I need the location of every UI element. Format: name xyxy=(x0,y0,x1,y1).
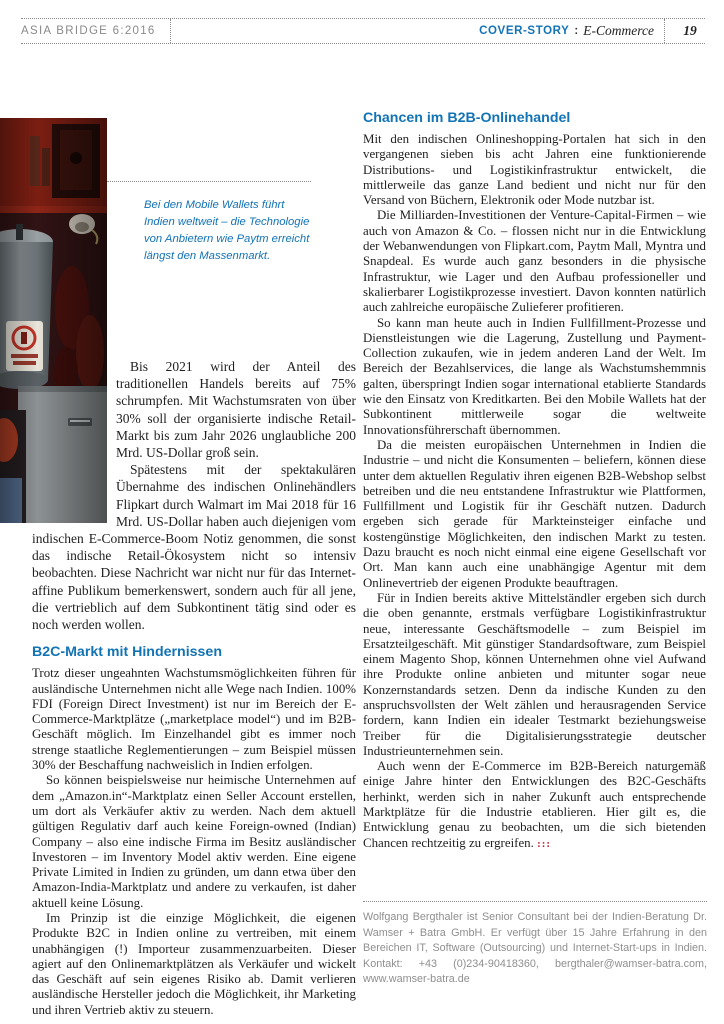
article-paragraph: Für in Indien bereits aktive Mittelständler ergeben sich durch die oben genannte, erstmals verfügbare Logistikinfrastruktur neue, interessante Geschäftsmodelle – zum Beispiel im Ersatzteilgeschäft. Mit günstiger Standardsoftware, zum Beispiel einem Magento Shop, können Unternehmen ohne viel Aufwand ihre Produkte online anbieten und mitunter sogar neue Konzernstandards setzen. Denn da indische Kunden zu den anspruchsvollsten der Welt zählen und herausragenden Service fordern, kann Indien ein idealer Testmarkt beziehungsweise Treiber für die Digitalisierungsstrategie deutscher Industrieunternehmen sein. xyxy=(363,590,706,758)
page-number: 19 xyxy=(683,23,697,38)
article-paragraph: Da die meisten europäischen Unternehmen in Indien die Industrie – und nicht die Konsumenten – beliefern, können diese unter dem aktuellen Regulativ ihren eigenen B2B-Webshop selbst betreiben und die neu entstandene Infrastruktur wie Plattformen, Fullfillment und Logistik für ihr Geschäft nutzen. Dadurch ergeben sich gerade für Markteinsteiger einfache und kostengünstige Möglichkeiten, den indischen Markt zu testen. Dazu braucht es noch nicht einmal eine eigene Gesellschaft vor Ort. Man kann auch eine unabhängige Agentur mit dem Onlinevertrieb der eigenen Produkte beauftragen. xyxy=(363,437,706,590)
header-divider xyxy=(664,19,665,43)
article-paragraph: Bis 2021 wird der Anteil des traditionellen Handels bereits auf 75% schrumpfen. Mit Wachstumsraten von über 30% soll der organisierte indische Retail-Markt bis zum Jahr 2026 unglaubliche 200 Mrd. US-Dollar groß sein. xyxy=(116,359,356,461)
article-paragraph: So können beispielsweise nur heimische Unternehmen auf dem „Amazon.in“-Marktplatz einen Seller Account erstellen, um dort als Verkäufer aktiv zu werden. Nach dem aktuell gültigen Regulativ darf auch keine Foreign-owned (Indian) Company – also eine indische Firma im Besitz ausländischer Investoren – im Inventory Model aktiv werden. Eine eigene Private Limited in Indien zu gründen, um dann etwa über den Amazon-India-Marktplatz und andere zu verkaufen, ist daher aktuell keine Lösung. xyxy=(32,773,356,910)
section-label: COVER-STORY xyxy=(479,25,570,37)
article-paragraph: Im Prinzip ist die einzige Möglichkeit, die eigenen Produkte B2C in Indien online zu vertreiben, mit einem unabhängigen (!) Importeur zusammenzuarbeiten. Dieser agiert auf den Onlinemarktplätzen als Verkäufer und wickelt das Geschäft auf sein eigenes Risiko ab. Damit verlieren ausländische Hersteller jedoch die Möglichkeit, ihr Marketing und ihren Vertrieb aktiv zu steuern. xyxy=(32,911,356,1017)
article-paragraph xyxy=(363,759,706,852)
subheading-b2c-markt: B2C-Markt mit Hindernissen xyxy=(32,644,222,661)
article-paragraph: Die Milliarden-Investitionen der Venture-Capital-Firmen – wie auch von Amazon & Co. – flossen nicht nur in die Entwicklung der Webanwendungen von Flipkart.com, Paytm Mall, Myntra und Snapdeal. Es wurde auch ganz besonders in die physische Infrastruktur, wie Lager und den Aufbau professioneller und skalierbarer Logistikprozesse investiert. Davon konnten natürlich auch zahlreiche europäische Zulieferer profitieren. xyxy=(363,208,706,315)
article-paragraph: Trotz dieser ungeahnten Wachstumsmöglichkeiten führen für ausländische Unternehmen nicht alle Wege nach Indien. 100% FDI (Foreign Direct Investment) ist nur im Bereich der E-Commerce-Marktplätze („marketplace model“) und im B2B-Geschäft möglich. Im Einzelhandel gibt es immer noch strenge staatliche Reglementierungen – zum Beispiel müssen 30% der Beschaffung nachweislich in Indien erfolgen. xyxy=(32,666,356,773)
article-paragraph: Spätestens mit der spektakulären Übernahme des indischen Onlinehändlers Flipkart durch Walmart im Mai 2018 für 16 Mrd. US-Dollar haben auch diejenigen vom indischen E-Commerce-Boom Notiz genommen, die sonst das indische Retail-Ökosystem nicht so intensiv beobachten. Diese Nachricht war nicht nur für das Internet-affine Publikum bemerkenswert, sondern auch für all jene, die vertrieblich auf dem Subkontinent tätig sind oder es noch werden wollen. xyxy=(32,462,356,633)
section-separator: : xyxy=(574,25,579,37)
photo-caption xyxy=(107,181,311,265)
author-bio xyxy=(363,901,707,988)
article-paragraph: Mit den indischen Onlineshopping-Portalen hat sich in den vergangenen sieben bis acht Jahren eine funktionierende Distributions- und Logistikinfrastruktur entwickelt, die mittlerweile das ganze Land bedient und nicht nur für den Versand von Büchern, Elektronik oder Mode nutzbar ist. xyxy=(363,132,706,208)
article-paragraph: So kann man heute auch in Indien Fullfillment-Prozesse und Dienstleistungen wie die Lagerung, Zustellung und Payment-Collection zukaufen, wie in jedem anderen Land der Welt. Im Bereich der Bezahlservices, die lange als Wachstumshemmnis galten, überspringt Indien sogar international etablierte Standards wie den Einsatz von Kreditkarten. Bei den Mobile Wallets hat der Subkontinent mittlerweile sogar die weltweite Innovationsführerschaft übernommen. xyxy=(363,315,706,437)
section-topic: E-Commerce xyxy=(583,23,654,38)
right-column xyxy=(363,110,706,852)
photo-wrap-spacer xyxy=(32,358,116,526)
page-header xyxy=(21,18,705,44)
left-column xyxy=(32,358,356,1018)
header-divider xyxy=(170,19,171,43)
article-paragraph-text: Auch wenn der E-Commerce im B2B-Bereich naturgemäß einige Jahre hinter den Entwicklungen des B2C-Geschäfts herhinkt, werden sich in naher Zukunft auch entsprechende Marktplätze für die Industrie etablieren. Hier gilt es, die Entwicklung genau zu beobachten, um die sich bietenden Chancen rechtzeitig zu ergreifen. xyxy=(363,759,706,850)
journal-title: ASIA BRIDGE 6:2016 xyxy=(21,25,156,37)
photo-caption-text: Bei den Mobile Wallets führt Indien weltweit – die Technologie von Anbietern wie Paytm erreicht längst den Massenmarkt. xyxy=(144,199,310,262)
author-bio-text: Wolfgang Bergthaler ist Senior Consultant bei der Indien-Beratung Dr. Wamser + Batra GmbH. Er verfügt über 15 Jahre Erfahrung in den Bereichen IT, Software (Outsourcing) und Internet-Start-ups in Indien. Kontakt: +43 (0)234-90418360, bergthaler@wamser-batra.com, www.wamser-batra.de xyxy=(363,911,707,986)
article-end-marker: ::: xyxy=(537,837,552,850)
subheading-b2b-chancen: Chancen im B2B-Onlinehandel xyxy=(363,110,571,126)
